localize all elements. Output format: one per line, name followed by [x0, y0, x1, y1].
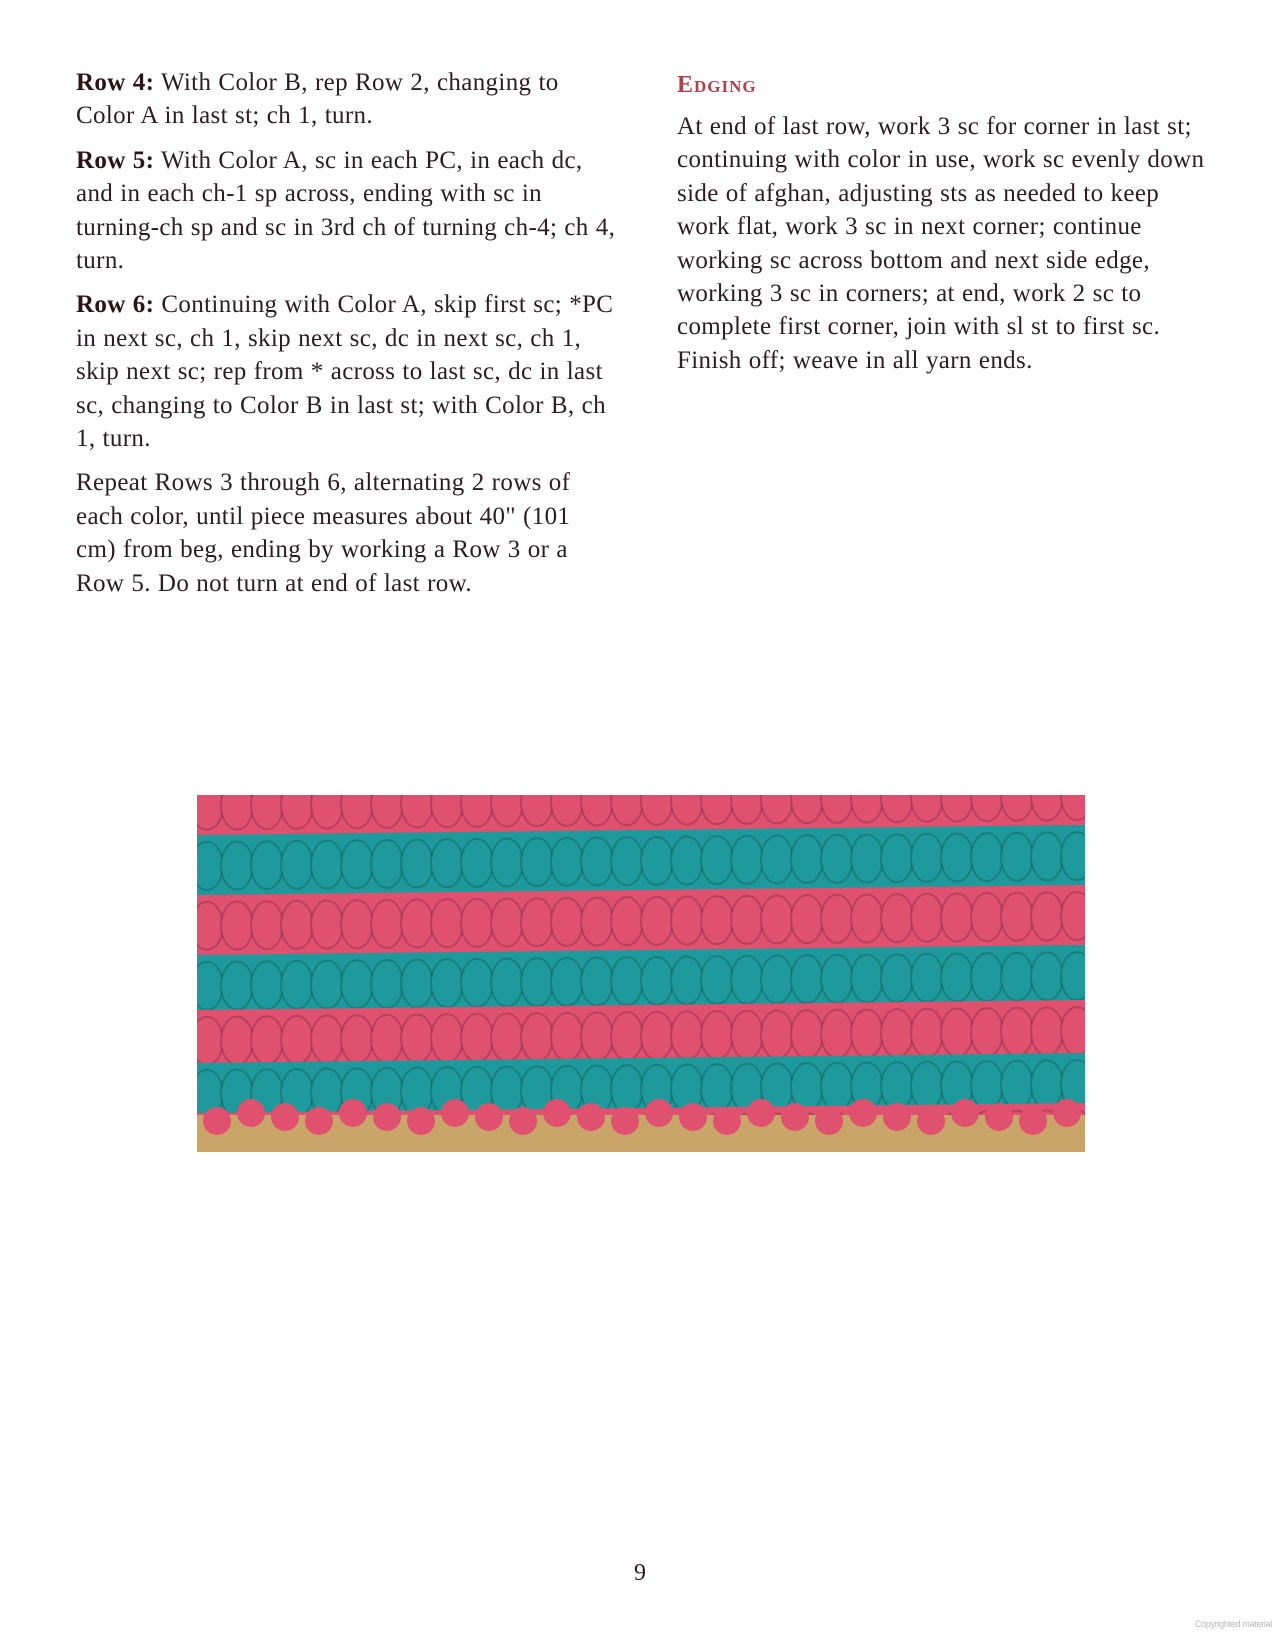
puff-stitch	[731, 1011, 763, 1059]
puff-stitch	[521, 1013, 553, 1061]
puff-stitch	[341, 900, 373, 948]
puff-stitch	[821, 835, 853, 883]
row-5-instruction	[76, 144, 616, 278]
edge-bobble	[305, 1107, 333, 1135]
puff-stitch	[701, 1064, 733, 1112]
puff-stitch	[971, 1008, 1003, 1056]
puff-stitch	[791, 835, 823, 883]
edge-bobble	[679, 1103, 707, 1131]
puff-stitch	[641, 1012, 673, 1060]
puff-stitch	[911, 1062, 943, 1110]
puff-stitch	[401, 900, 433, 948]
puff-stitch	[521, 838, 553, 886]
row-6-instruction	[76, 288, 616, 455]
puff-stitch	[281, 901, 313, 949]
puff-stitch	[731, 956, 763, 1004]
puff-stitch	[851, 1009, 883, 1057]
puff-stitch	[341, 840, 373, 888]
puff-stitch	[251, 901, 283, 949]
puff-stitch	[911, 834, 943, 882]
row-text: Continuing with Color A, skip first sc; *PC in next sc, ch 1, skip next sc, dc in next sc, ch 1, skip next sc; rep from * across to last sc, dc in last sc, changing to Color B in last st; with Color B, ch 1, turn.	[76, 291, 614, 453]
paragraph-text: Repeat Rows 3 through 6, alternating 2 rows of each color, until piece measures about 40" (101 cm) from beg, ending by working a Row 3 or a Row 5. Do not turn at end of last row.	[76, 469, 571, 597]
puff-stitch	[941, 953, 973, 1001]
puff-stitch	[881, 894, 913, 942]
puff-stitch	[881, 954, 913, 1002]
puff-stitch	[821, 1063, 853, 1111]
afghan-photo	[197, 795, 1085, 1152]
puff-stitch	[611, 957, 643, 1005]
edge-bobble	[1019, 1107, 1047, 1135]
puff-stitch	[881, 1009, 913, 1057]
puff-stitch	[641, 837, 673, 885]
puff-stitch	[1031, 952, 1063, 1000]
edge-bobble	[747, 1099, 775, 1127]
puff-stitch	[461, 1014, 493, 1062]
puff-stitch	[401, 960, 433, 1008]
puff-stitch	[941, 833, 973, 881]
puff-stitch	[1061, 1007, 1085, 1055]
puff-stitch	[491, 1014, 523, 1062]
edge-bobble	[883, 1103, 911, 1131]
puff-stitch	[431, 839, 463, 887]
puff-stitch	[491, 839, 523, 887]
puff-stitch	[221, 1017, 253, 1065]
row-text: With Color B, rep Row 2, changing to Color A in last st; ch 1, turn.	[76, 69, 559, 130]
puff-stitch	[701, 836, 733, 884]
right-column	[677, 70, 1217, 388]
edge-bobble	[713, 1107, 741, 1135]
puff-stitch	[821, 1010, 853, 1058]
puff-stitch	[461, 839, 493, 887]
puff-stitch	[761, 955, 793, 1003]
edge-bobble	[781, 1103, 809, 1131]
edge-bobble	[985, 1103, 1013, 1131]
repeat-instruction	[76, 466, 616, 600]
puff-stitch	[851, 834, 883, 882]
puff-stitch	[581, 837, 613, 885]
edging-heading: Edging	[677, 72, 757, 98]
edge-bobble	[339, 1099, 367, 1127]
puff-stitch	[221, 902, 253, 950]
edge-bobble	[203, 1107, 231, 1135]
puff-stitch	[521, 898, 553, 946]
edge-bobble	[917, 1107, 945, 1135]
puff-stitch	[971, 833, 1003, 881]
edge-bobble	[237, 1099, 265, 1127]
puff-stitch	[911, 954, 943, 1002]
puff-stitch	[971, 1061, 1003, 1109]
puff-stitch	[1061, 892, 1085, 940]
puff-stitch	[281, 1016, 313, 1064]
puff-stitch	[197, 962, 223, 1010]
puff-stitch	[941, 1008, 973, 1056]
puff-stitch	[431, 959, 463, 1007]
puff-stitch	[1001, 953, 1033, 1001]
puff-stitch	[641, 897, 673, 945]
puff-stitch	[251, 1016, 283, 1064]
edge-bobble	[645, 1099, 673, 1127]
puff-stitch	[281, 841, 313, 889]
puff-stitch	[761, 835, 793, 883]
puff-stitch	[1031, 832, 1063, 880]
pink-stripe	[197, 885, 1085, 957]
puff-stitch	[671, 896, 703, 944]
edge-bobble	[611, 1107, 639, 1135]
puff-stitch	[821, 955, 853, 1003]
puff-stitch	[851, 954, 883, 1002]
row-label: Row 4:	[76, 69, 155, 96]
puff-stitch	[311, 961, 343, 1009]
afghan-photo-illustration	[197, 795, 1085, 1152]
puff-stitch	[581, 957, 613, 1005]
puff-stitch	[461, 959, 493, 1007]
puff-stitch	[1001, 893, 1033, 941]
puff-stitch	[671, 836, 703, 884]
puff-stitch	[1001, 1008, 1033, 1056]
puff-stitch	[221, 795, 253, 830]
puff-stitch	[581, 897, 613, 945]
puff-stitch	[791, 895, 823, 943]
puff-stitch	[581, 1012, 613, 1060]
puff-stitch	[791, 1010, 823, 1058]
puff-stitch	[311, 901, 343, 949]
puff-stitch	[1061, 952, 1085, 1000]
puff-stitch	[551, 838, 583, 886]
puff-stitch	[281, 961, 313, 1009]
puff-stitch	[221, 842, 253, 890]
edge-bobble	[543, 1099, 571, 1127]
puff-stitch	[551, 958, 583, 1006]
puff-stitch	[341, 1015, 373, 1063]
edge-bobble	[373, 1103, 401, 1131]
edge-bobble	[1053, 1099, 1081, 1127]
puff-stitch	[197, 842, 223, 890]
puff-stitch	[821, 895, 853, 943]
puff-stitch	[491, 899, 523, 947]
puff-stitch	[371, 1015, 403, 1063]
puff-stitch	[371, 900, 403, 948]
puff-stitch	[611, 837, 643, 885]
page-number: 9	[634, 1560, 646, 1586]
edge-bobble	[407, 1107, 435, 1135]
puff-stitch	[911, 894, 943, 942]
puff-stitch	[731, 896, 763, 944]
puff-stitch	[791, 955, 823, 1003]
puff-stitch	[941, 893, 973, 941]
puff-stitch	[911, 1009, 943, 1057]
puff-stitch	[371, 960, 403, 1008]
puff-stitch	[371, 840, 403, 888]
puff-stitch	[731, 836, 763, 884]
puff-stitch	[881, 834, 913, 882]
puff-stitch	[491, 959, 523, 1007]
puff-stitch	[431, 899, 463, 947]
row-label: Row 5:	[76, 146, 155, 174]
puff-stitch	[1001, 833, 1033, 881]
edge-bobble	[849, 1099, 877, 1127]
puff-stitch	[551, 1013, 583, 1061]
row-4-instruction	[76, 66, 616, 133]
puff-stitch	[971, 893, 1003, 941]
edge-bobble	[951, 1099, 979, 1127]
puff-stitch	[881, 1062, 913, 1110]
left-column	[76, 66, 616, 611]
edge-bobble	[475, 1103, 503, 1131]
edging-instruction: At end of last row, work 3 sc for corner in last st; continuing with color in use, work sc evenly down side of afghan, adjusting sts as needed to keep work flat, work 3 sc in next corner; continue working sc across bottom and next side edge, working 3 sc in corners; at end, work 2 sc to complete first corner, join with sl st to first sc. Finish off; weave in all yarn ends.	[677, 113, 1205, 374]
puff-stitch	[701, 896, 733, 944]
puff-stitch	[641, 957, 673, 1005]
puff-stitch	[1031, 1060, 1063, 1108]
puff-stitch	[311, 841, 343, 889]
puff-stitch	[761, 1010, 793, 1058]
puff-stitch	[521, 958, 553, 1006]
puff-stitch	[1031, 892, 1063, 940]
puff-stitch	[431, 1014, 463, 1062]
puff-stitch	[251, 961, 283, 1009]
puff-stitch	[1031, 1007, 1063, 1055]
puff-stitch	[197, 902, 223, 950]
puff-stitch	[401, 840, 433, 888]
puff-stitch	[341, 960, 373, 1008]
puff-stitch	[551, 898, 583, 946]
puff-stitch	[851, 894, 883, 942]
puff-stitch	[221, 962, 253, 1010]
edge-bobble	[271, 1103, 299, 1131]
puff-stitch	[461, 899, 493, 947]
puff-stitch	[701, 956, 733, 1004]
puff-stitch	[251, 841, 283, 889]
edge-bobble	[509, 1107, 537, 1135]
edge-bobble	[815, 1107, 843, 1135]
puff-stitch	[611, 1012, 643, 1060]
puff-stitch	[611, 897, 643, 945]
puff-stitch	[971, 953, 1003, 1001]
puff-stitch	[401, 1015, 433, 1063]
puff-stitch	[701, 1011, 733, 1059]
puff-stitch	[611, 1065, 643, 1113]
puff-stitch	[761, 895, 793, 943]
puff-stitch	[671, 1011, 703, 1059]
row-label: Row 6:	[76, 291, 155, 319]
copyright-notice: Copyrighted material	[1194, 1619, 1272, 1629]
puff-stitch	[197, 1017, 223, 1065]
puff-stitch	[1001, 1061, 1033, 1109]
edge-bobble	[577, 1103, 605, 1131]
puff-stitch	[671, 956, 703, 1004]
edge-bobble	[441, 1099, 469, 1127]
puff-stitch	[311, 1016, 343, 1064]
row-text: With Color A, sc in each PC, in each dc, and in each ch-1 sp across, ending with sc in turning-ch sp and sc in 3rd ch of turning ch-4; ch 4, turn.	[76, 146, 616, 275]
puff-stitch	[1061, 832, 1085, 880]
teal-stripe	[197, 825, 1085, 897]
